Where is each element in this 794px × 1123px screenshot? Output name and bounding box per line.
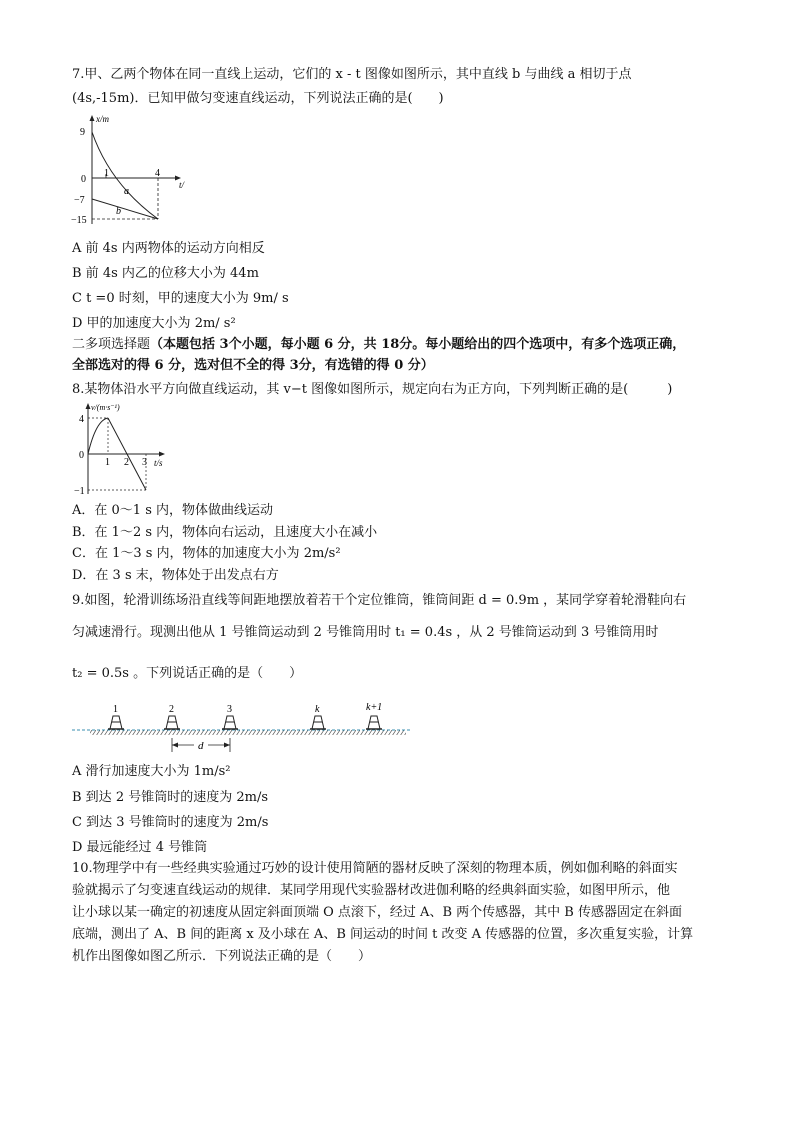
cone-3	[222, 716, 238, 729]
q9-option-c: C 到达 3 号锥筒时的速度为 2m/s	[72, 815, 269, 830]
q7-xt-graph	[71, 112, 194, 232]
q9-option-d: D 最远能经过 4 号锥筒	[72, 840, 208, 855]
q7-stem-line2: (4s,-15m)．已知甲做匀变速直线运动，下列说法正确的是( )	[72, 91, 444, 106]
q8-x-label: t/s	[154, 458, 163, 468]
q7-line-b	[92, 199, 158, 219]
q9-stem-line1: 9.如图，轮滑训练场沿直线等间距地摆放着若干个定位锥筒，锥筒间距 d = 0.9m ，某同学穿着轮滑鞋向右	[72, 593, 687, 608]
q9-option-b: B 到达 2 号锥筒时的速度为 2m/s	[72, 790, 269, 805]
q10-line4: 底端，测出了 A、B 间的距离 x 及小球在 A、B 间运动的时间 t 改变 A 传感器的位置，多次重复实验，计算	[72, 927, 694, 942]
q10-line3: 让小球以某一确定的初速度从固定斜面顶端 O 点滚下，经过 A、B 两个传感器，其中 B 传感器固定在斜面	[72, 905, 682, 920]
q9-stem-line3: t₂ = 0.5s 。下列说话正确的是（ ）	[72, 666, 303, 681]
q7-option-a: A 前 4s 内两物体的运动方向相反	[72, 241, 265, 256]
section2-desc-line2: 全部选对的得 6 分，选对但不全的得 3分，有选错的得 0 分）	[72, 358, 434, 373]
q8-option-d: D．在 3 s 末，物体处于出发点右方	[72, 568, 279, 583]
q8-vt-graph	[74, 402, 170, 498]
q7-option-d: D 甲的加速度大小为 2m/ s²	[72, 316, 236, 331]
q9-ground-hatch	[90, 730, 406, 735]
q9-stem-line2: 匀减速滑行。现测出他从 1 号锥筒运动到 2 号锥筒用时 t₁ = 0.4s ，从 2 号锥筒运动到 3 号锥筒用时	[72, 625, 659, 640]
q8-xtick-1: 1	[105, 457, 110, 468]
q7-xtick-1: 1	[104, 168, 109, 179]
q10-line1: 10.物理学中有一些经典实验通过巧妙的设计使用简陋的器材反映了深刻的物理本质，例如伽利略的斜面实	[72, 861, 678, 876]
cone-3-label: 3	[227, 704, 232, 715]
q9-d-arrow-left	[172, 743, 178, 748]
cone-k1	[366, 716, 382, 729]
q8-xtick-3: 3	[142, 457, 147, 468]
q8-y-arrow	[86, 403, 91, 409]
q9-option-a: A 滑行加速度大小为 1m/s²	[72, 764, 231, 779]
q8-x-arrow	[159, 452, 165, 457]
cone-1-label: 1	[113, 704, 118, 715]
q7-y-label: x/m	[96, 114, 109, 124]
q7-option-c: C t =0 时刻，甲的速度大小为 9m/ s	[72, 291, 289, 306]
q7-xtick-4: 4	[155, 168, 160, 179]
q10-line2: 验就揭示了匀变速直线运动的规律．某同学用现代实验器材改进伽利略的经典斜面实验，如图甲所示，他	[72, 883, 671, 898]
q7-option-b: B 前 4s 内乙的位移大小为 44m	[72, 266, 259, 281]
q8-ytick-neg1: −1	[74, 486, 85, 497]
q8-option-a: A．在 0～1 s 内，物体做曲线运动	[72, 503, 273, 518]
cone-k	[310, 716, 326, 729]
q7-ytick-9: 9	[80, 127, 85, 138]
q7-label-b: b	[116, 206, 121, 217]
q7-stem-line1: 7.甲、乙两个物体在同一直线上运动，它们的 x - t 图像如图所示，其中直线 b 与曲线 a 相切于点	[72, 67, 632, 82]
cone-1	[108, 716, 124, 729]
q9-cone-diagram	[72, 700, 412, 758]
q10-line5: 机作出图像如图乙所示．下列说法正确的是（ ）	[72, 949, 372, 964]
q8-option-c: C．在 1～3 s 内，物体的加速度大小为 2m/s²	[72, 546, 341, 561]
cone-k1-label: k+1	[366, 702, 383, 713]
q7-curve-a	[92, 132, 158, 219]
q8-stem: 8.某物体沿水平方向做直线运动，其 v−t 图像如图所示，规定向右为正方向，下列判断正确的是( )	[72, 382, 673, 397]
q9-d-arrow-right	[224, 743, 230, 748]
q8-curve-0-1	[88, 418, 108, 454]
q7-ytick-neg15: −15	[71, 215, 87, 226]
cone-k-label: k	[315, 704, 320, 715]
q8-xtick-2: 2	[124, 457, 129, 468]
section2-desc-line1: （本题包括 3个小题，每小题 6 分，共 18分。每小题给出的四个选项中，有多个选项正确，	[150, 337, 686, 352]
section2-title: 二多项选择题	[72, 337, 151, 352]
q7-ytick-neg7: −7	[74, 195, 85, 206]
q9-d-label: d	[198, 740, 204, 752]
q7-x-label: t/	[179, 180, 185, 190]
q8-ytick-0: 0	[79, 450, 84, 461]
q8-ytick-4: 4	[79, 414, 84, 425]
q7-y-arrow	[90, 115, 95, 121]
q8-option-b: B．在 1～2 s 内，物体向右运动，且速度大小在减小	[72, 525, 378, 540]
q8-y-label: v/(m·s⁻¹)	[91, 403, 120, 412]
q7-ytick-0: 0	[81, 174, 86, 185]
cone-2	[164, 716, 180, 729]
q7-label-a: a	[124, 186, 129, 197]
cone-2-label: 2	[169, 704, 174, 715]
section2-heading-line1	[72, 336, 685, 354]
